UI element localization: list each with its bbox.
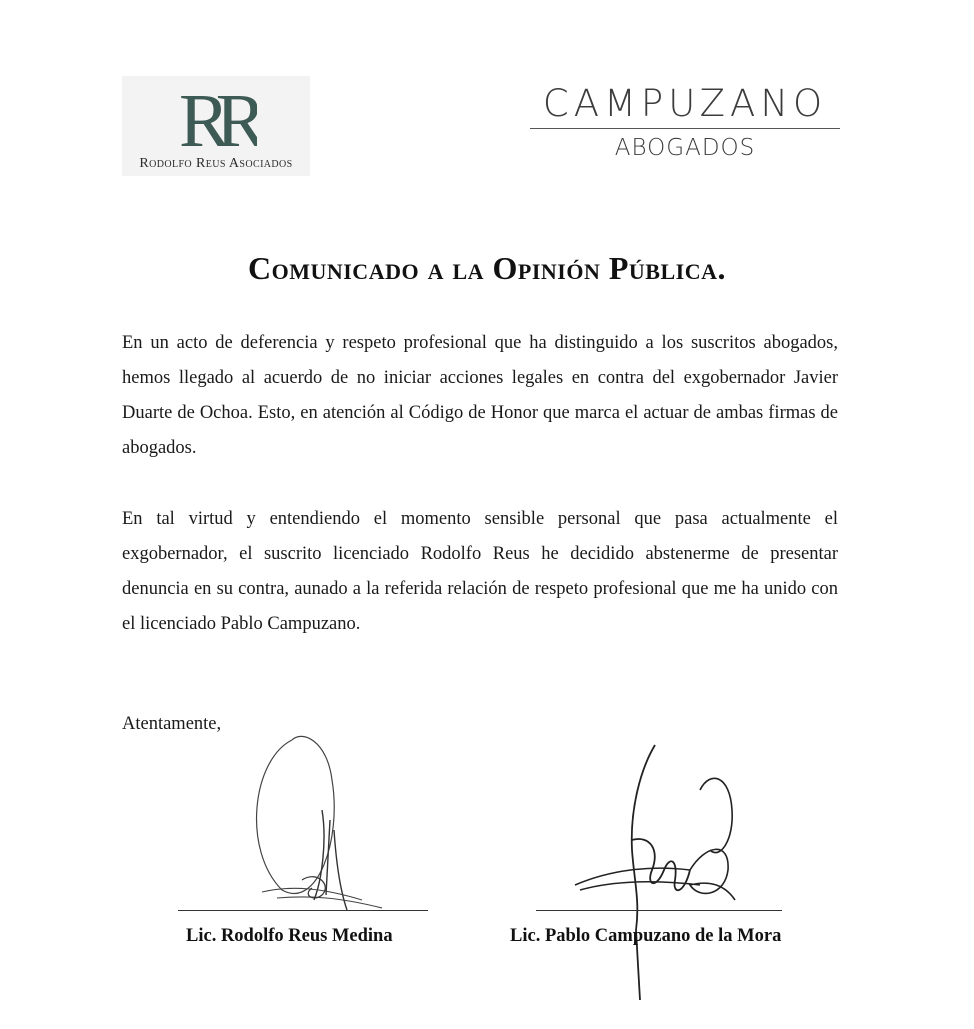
rr-firm-name: Rodolfo Reus Asociados bbox=[139, 156, 293, 171]
rr-logo bbox=[122, 76, 310, 176]
campuzano-logo bbox=[525, 84, 845, 174]
signer-name-campuzano: Lic. Pablo Campuzano de la Mora bbox=[510, 926, 782, 946]
campuzano-divider bbox=[530, 128, 840, 129]
rr-monogram-icon bbox=[177, 82, 257, 154]
signature-campuzano-image bbox=[560, 730, 760, 1010]
signature-line-campuzano bbox=[536, 910, 782, 911]
campuzano-subtitle: ABOGADOS bbox=[614, 135, 756, 161]
signer-name-reus: Lic. Rodolfo Reus Medina bbox=[186, 926, 393, 946]
paragraph-2: En tal virtud y entendiendo el momento sensible personal que pasa actualmente el exgobernador, el suscrito licenciado Rodolfo Reus he decidido abstenerme de presentar denuncia en su contra, aunado a la referida relación de respeto profesional que me ha unido con el licenciado Pablo Campuzano. bbox=[122, 509, 838, 634]
paragraph-1: En un acto de deferencia y respeto profesional que ha distinguido a los suscritos abogados, hemos llegado al acuerdo de no iniciar acciones legales en contra del exgobernador Javier Duarte de Ochoa. Esto, en atención al Código de Honor que marca el actuar de ambas firmas de abogados. bbox=[122, 333, 838, 458]
closing-salutation: Atentamente, bbox=[122, 714, 222, 734]
svg-text:RR: RR bbox=[179, 82, 253, 154]
signature-reus-image bbox=[222, 720, 402, 920]
signature-line-reus bbox=[178, 910, 428, 911]
campuzano-name: CAMPUZANO bbox=[542, 82, 828, 125]
document-title: Comunicado a la Opinión Pública. bbox=[247, 250, 726, 286]
